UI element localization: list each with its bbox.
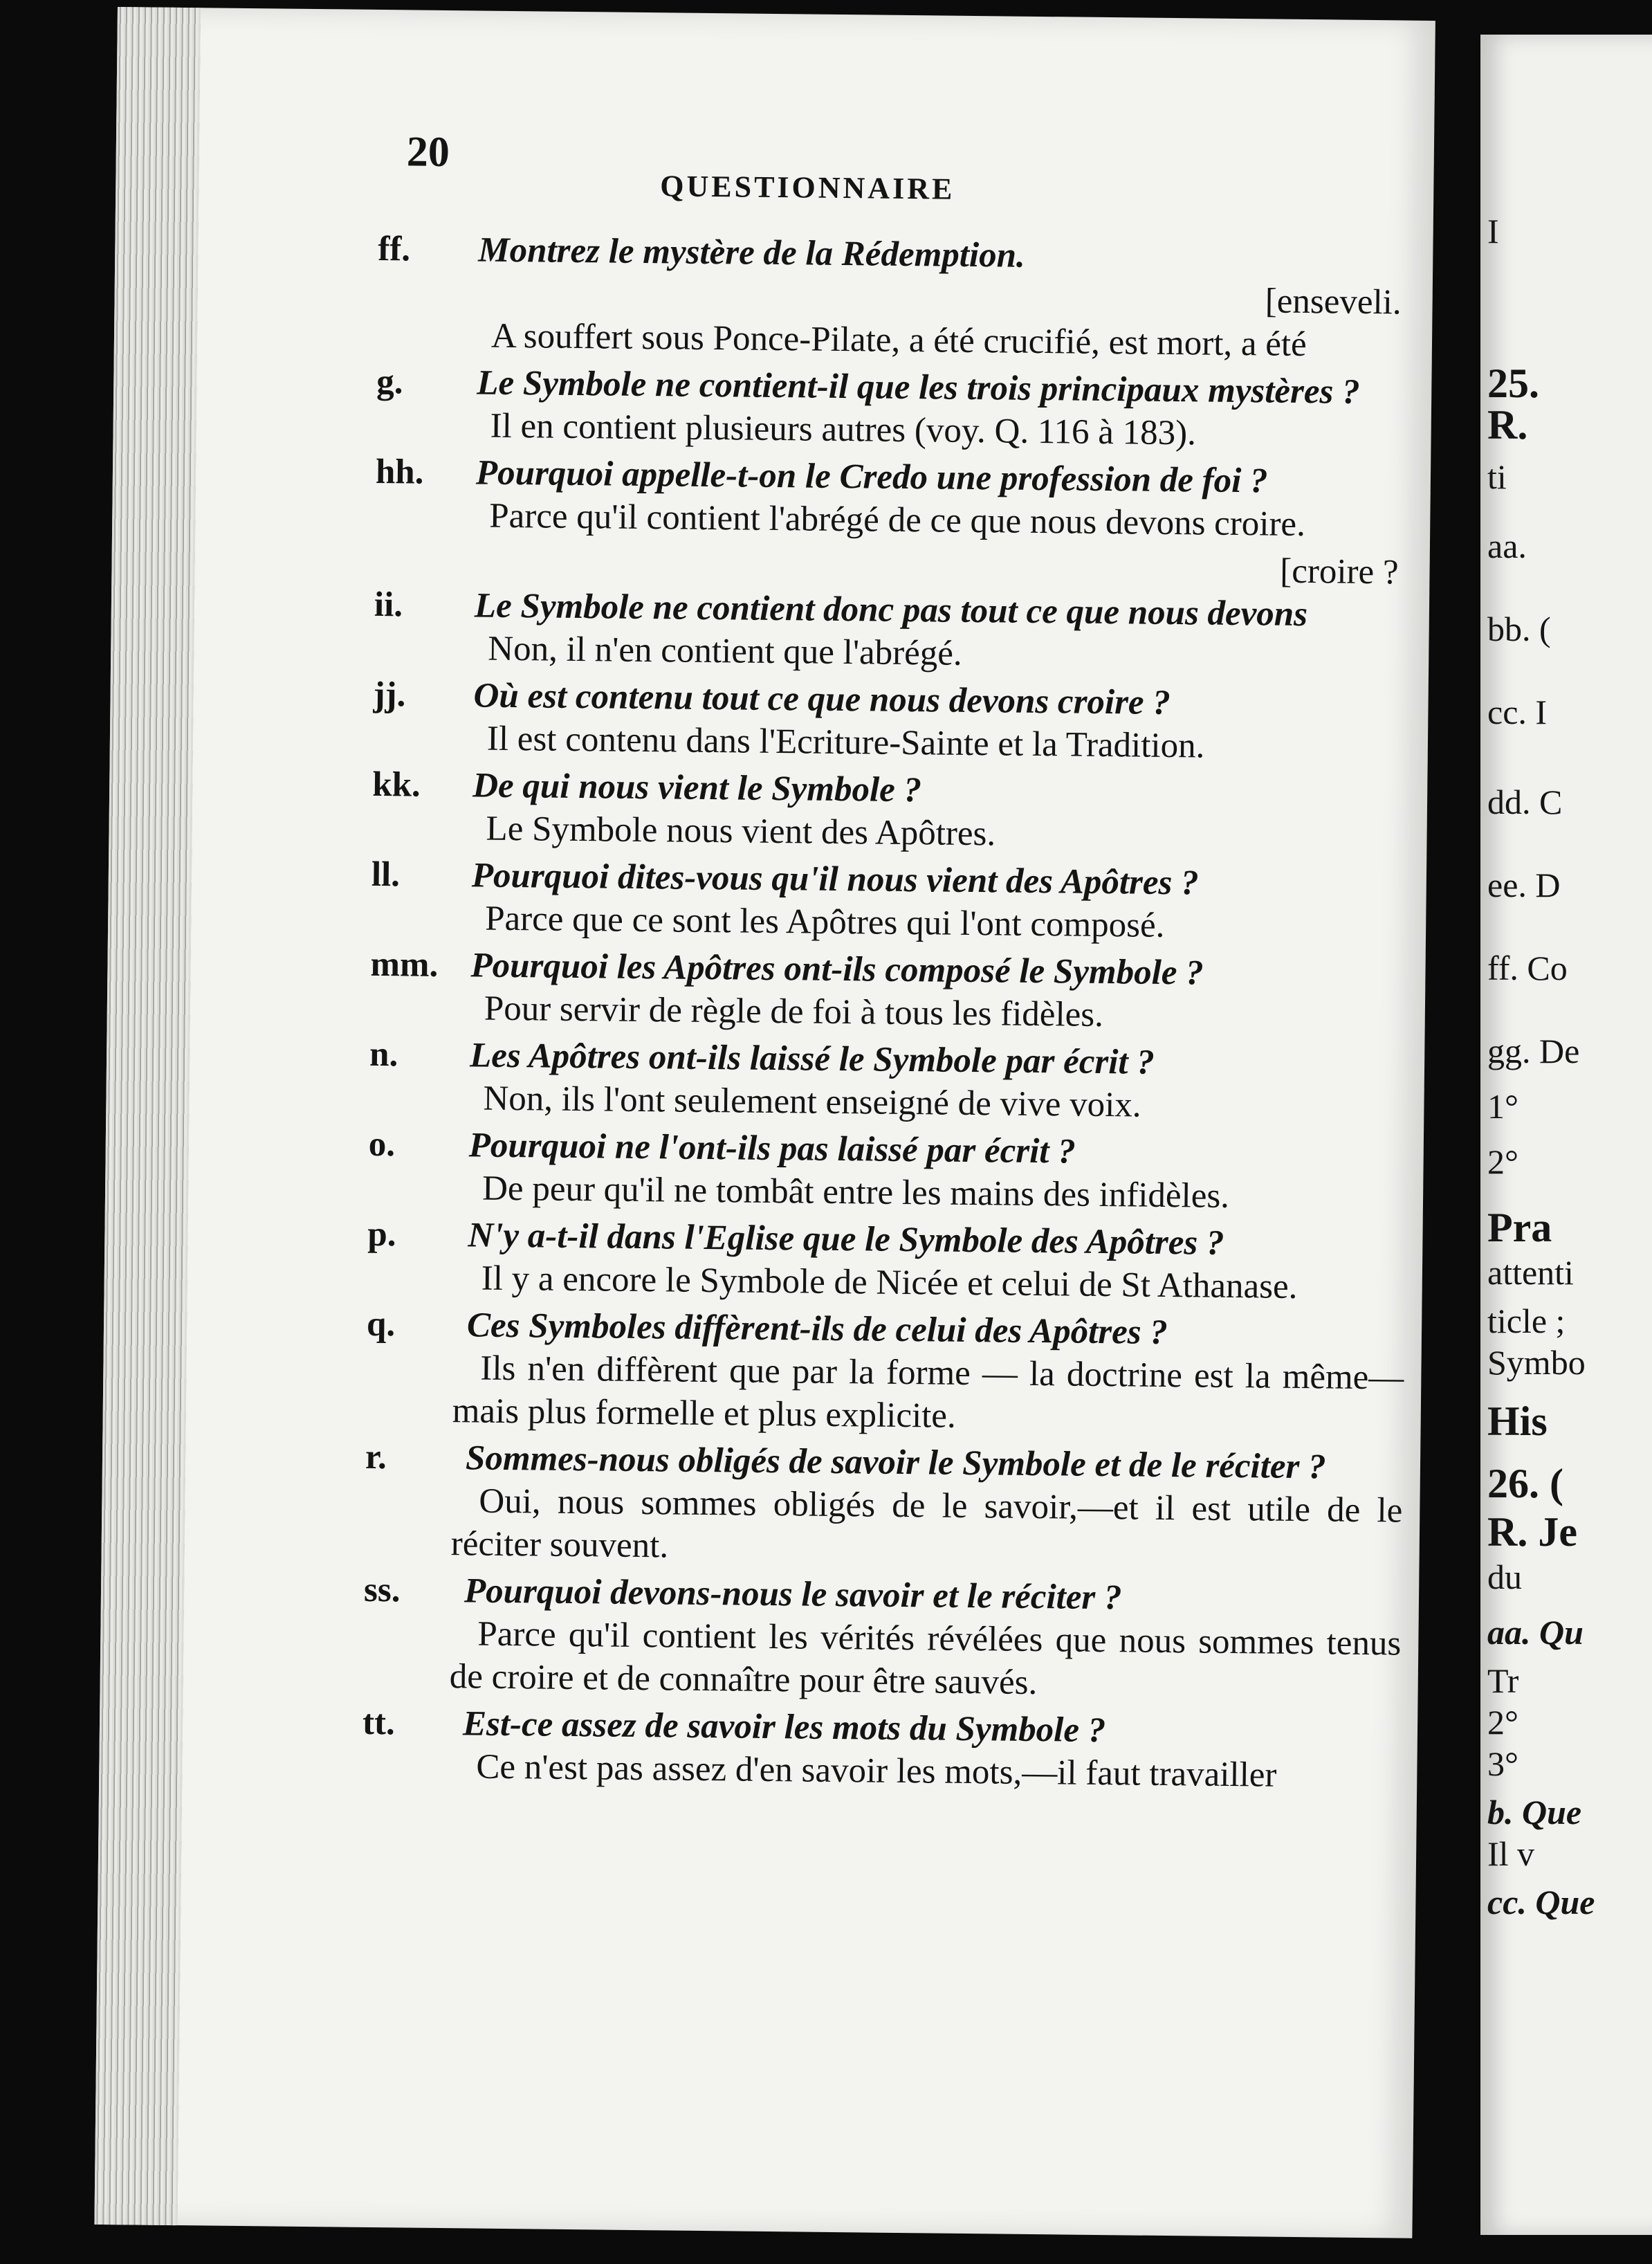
right-page-fragment: 3° [1487, 1744, 1518, 1783]
qa-marker: r. [365, 1437, 387, 1477]
right-page-fragment: aa. Qu [1487, 1613, 1584, 1652]
qa-answer: Il y a encore le Symbole de Nicée et celui de St Athanase. [481, 1259, 1298, 1306]
qa-question: De qui nous vient le Symbole ? [472, 766, 922, 810]
right-page-fragment: R. Je [1487, 1509, 1577, 1555]
qa-question: Pourquoi devons-nous le savoir et le réciter ? [464, 1571, 1122, 1618]
qa-marker: jj. [373, 675, 406, 715]
qa-marker: ss. [363, 1570, 401, 1610]
qa-answer: Ce n'est pas assez d'en savoir les mots,—il faut travailler [476, 1747, 1277, 1795]
qa-item [100, 1566, 1402, 1708]
qa-item [101, 1433, 1403, 1576]
right-page-fragment: ee. D [1487, 866, 1561, 904]
right-page-fragment: Symbo [1487, 1343, 1586, 1382]
qa-list [99, 225, 1416, 1802]
qa-answer: Il en contient plusieurs autres (voy. Q. 116 à 183). [490, 406, 1197, 453]
right-page-fragment: bb. ( [1487, 610, 1551, 648]
right-page-fragment: cc. Que [1487, 1883, 1595, 1921]
qa-item [104, 1210, 1405, 1310]
qa-item [106, 1030, 1407, 1130]
right-page-fragment: 2° [1487, 1703, 1518, 1742]
qa-question: Sommes-nous obligés de savoir le Symbole et de le réciter ? [465, 1439, 1326, 1487]
qa-question: N'y a-t-il dans l'Eglise que le Symbole des Apôtres ? [468, 1216, 1224, 1263]
right-page-fragment: 2° [1487, 1142, 1518, 1181]
qa-marker: tt. [362, 1703, 396, 1743]
qa-item [114, 225, 1416, 367]
qa-item [105, 1120, 1406, 1220]
right-page-fragment: Il v [1487, 1834, 1535, 1873]
qa-item [108, 850, 1409, 950]
right-page-fragment: ff. Co [1487, 949, 1568, 987]
qa-marker: kk. [371, 765, 421, 805]
qa-answer: Pour servir de règle de foi à tous les fidèles. [484, 989, 1104, 1034]
right-page-fragment: ticle ; [1487, 1302, 1566, 1340]
qa-question: Le Symbole ne contient-il que les trois principaux mystères ? [477, 363, 1360, 412]
qa-answer: Le Symbole nous vient des Apôtres. [486, 809, 996, 854]
qa-answer: Il est contenu dans l'Ecriture-Sainte et la Tradition. [486, 719, 1205, 766]
qa-marker: g. [376, 362, 403, 402]
qa-item [102, 1300, 1404, 1443]
right-page-fragment: I [1487, 212, 1499, 250]
qa-answer: A souffert sous Ponce-Pilate, a été crucifié, est mort, a été [490, 316, 1307, 365]
right-page-fragment: 25. [1487, 360, 1539, 406]
qa-marker: hh. [375, 452, 424, 492]
right-page-fragment: aa. [1487, 527, 1527, 565]
qa-answer: Oui, nous sommes obligés de le savoir,—et il est utile de le réciter souvent. [450, 1481, 1403, 1566]
right-page-fragment: His [1487, 1398, 1548, 1444]
qa-answer: Parce qu'il contient les vérités révélées que nous sommes tenus de croire et de connaître pour être sauvés. [449, 1614, 1402, 1703]
qa-marker: p. [367, 1214, 396, 1254]
qa-item [110, 670, 1411, 770]
running-head: QUESTIONNAIRE [660, 169, 955, 206]
right-page-fragment: dd. C [1487, 783, 1563, 821]
qa-question: Le Symbole ne contient donc pas tout ce que nous devons [474, 586, 1308, 635]
qa-marker: ff. [378, 229, 411, 269]
qa-item [112, 448, 1413, 547]
qa-marker: ii. [374, 585, 403, 625]
qa-question: Où est contenu tout ce que nous devons croire ? [473, 676, 1171, 722]
qa-question: Pourquoi ne l'ont-ils pas laissé par écrit ? [468, 1126, 1076, 1171]
qa-marker: o. [368, 1124, 396, 1165]
right-page-fragment: R. [1487, 402, 1528, 448]
qa-answer: Non, ils l'ont seulement enseigné de vive voix. [483, 1079, 1141, 1125]
qa-marker: n. [369, 1034, 398, 1075]
qa-item [113, 358, 1414, 457]
right-page-fragment: Tr [1487, 1661, 1519, 1700]
qa-question: Pourquoi dites-vous qu'il nous vient des Apôtres ? [471, 856, 1199, 903]
right-page-fragment: gg. De [1487, 1032, 1580, 1070]
page-number: 20 [406, 128, 450, 176]
qa-question: Les Apôtres ont-ils laissé le Symbole par écrit ? [469, 1036, 1155, 1082]
qa-answer: Parce que ce sont les Apôtres qui l'ont composé. [484, 899, 1165, 945]
qa-marker: ll. [371, 855, 401, 895]
qa-note: [enseveli. [1265, 282, 1402, 322]
right-page-fragment: 26. ( [1487, 1461, 1563, 1506]
right-page-fragment: attenti [1487, 1253, 1574, 1292]
right-page-fragment: Pra [1487, 1205, 1552, 1250]
qa-question: Ces Symboles diffèrent-ils de celui des Apôtres ? [466, 1306, 1168, 1352]
right-page-fragment: ti [1487, 457, 1507, 496]
qa-item [109, 760, 1410, 860]
right-page-fragment: b. Que [1487, 1793, 1582, 1832]
qa-answer: Parce qu'il contient l'abrégé de ce que nous devons croire. [489, 496, 1306, 545]
qa-answer: De peur qu'il ne tombât entre les mains des infidèles. [481, 1169, 1230, 1216]
qa-question: Montrez le mystère de la Rédemption. [478, 230, 1026, 275]
right-page [1480, 35, 1652, 2235]
right-page-fragment: cc. I [1487, 693, 1548, 731]
qa-answer: Ils n'en diffèrent que par la forme — la doctrine est la même—mais plus formelle et plus explicite. [452, 1349, 1404, 1436]
qa-question: Est-ce assez de savoir les mots du Symbole ? [462, 1704, 1106, 1751]
qa-marker: mm. [370, 944, 439, 985]
left-page [94, 7, 1435, 2238]
qa-item [111, 538, 1413, 680]
qa-answer: Non, il n'en contient que l'abrégé. [488, 629, 962, 673]
qa-note: [croire ? [1279, 551, 1399, 592]
right-page-fragment: 1° [1487, 1087, 1518, 1126]
right-page-fragment: du [1487, 1558, 1522, 1596]
qa-item [99, 1699, 1400, 1798]
qa-question: Pourquoi appelle-t-on le Credo une profession de foi ? [475, 453, 1268, 501]
qa-marker: q. [366, 1304, 396, 1344]
qa-item [107, 940, 1408, 1040]
qa-question: Pourquoi les Apôtres ont-ils composé le Symbole ? [470, 946, 1204, 993]
